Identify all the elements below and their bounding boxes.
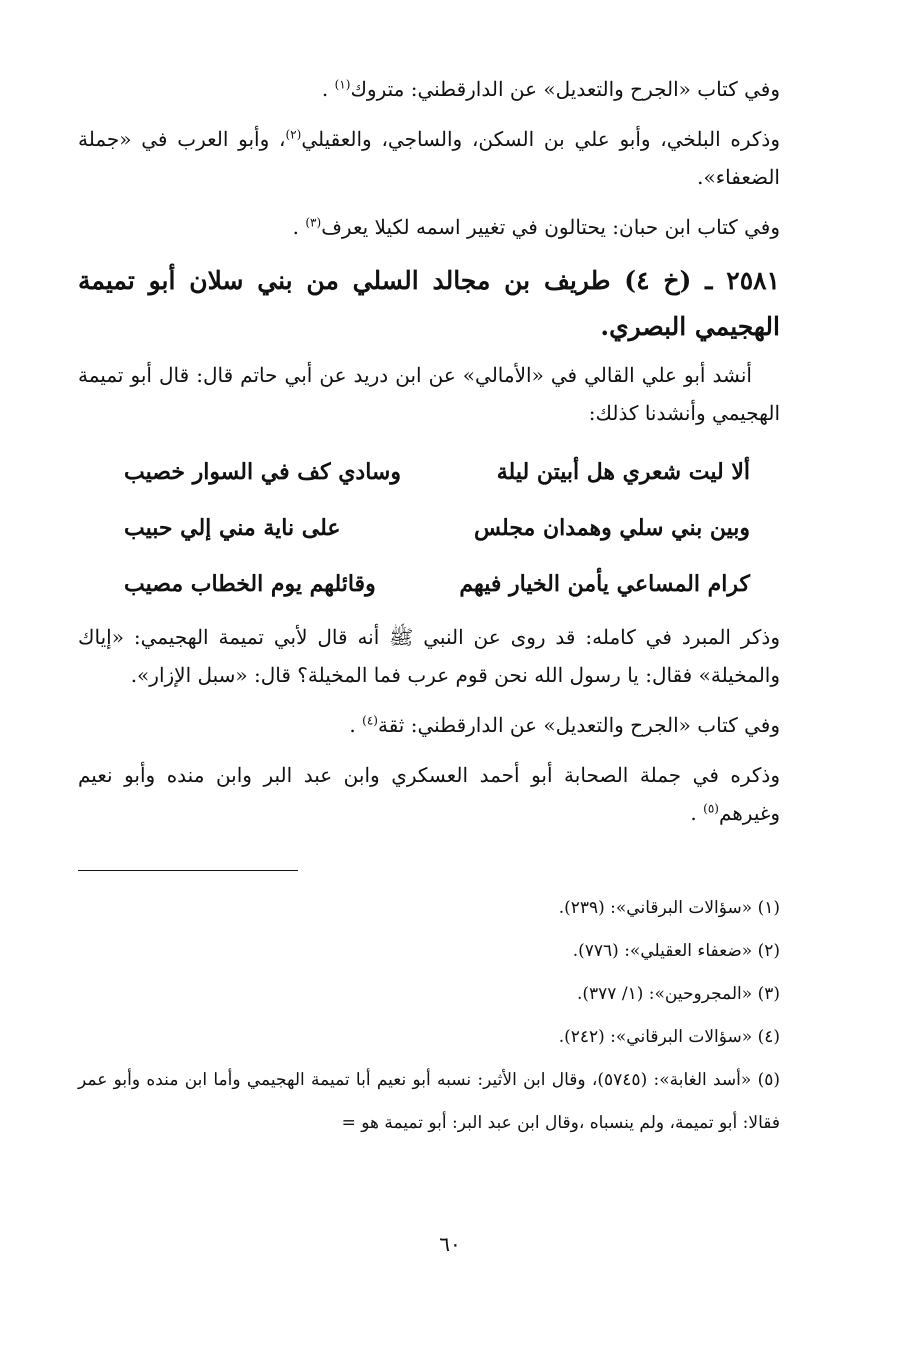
paragraph-1 — [78, 70, 780, 108]
footnote-4: (٤) «سؤالات البرقاني»: (٢٤٢). — [558, 1027, 780, 1047]
footnote-ref-1[interactable]: (١) — [334, 77, 351, 92]
footnote-3: (٣) «المجروحين»: (١/ ٣٧٧). — [577, 984, 780, 1004]
poem-verse — [78, 500, 780, 556]
paragraph-text: وذكره البلخي، وأبو علي بن السكن، والساجي، والعقيلي — [301, 127, 780, 151]
paragraph-6 — [78, 706, 780, 744]
paragraph-4: أنشد أبو علي القالي في «الأمالي» عن ابن دريد عن أبي حاتم قال: قال أبو تميمة الهجيمي وأنشدنا كذلك: — [78, 363, 780, 425]
footnote-1: (١) «سؤالات البرقاني»: (٢٣٩). — [558, 898, 780, 918]
poem-verse — [78, 444, 780, 500]
paragraph-text: . — [321, 77, 335, 101]
footnote-ref-4[interactable]: (٤) — [362, 713, 378, 728]
verse-second-hemistich: وقائلهم يوم الخطاب مصيب — [124, 571, 376, 597]
footnote-ref-2[interactable]: (٢) — [285, 127, 302, 142]
footnote-ref-5[interactable]: (٥) — [703, 801, 719, 816]
paragraph-text: وفي كتاب ابن حبان: يحتالون في تغيير اسمه لكيلا يعرف — [321, 215, 780, 239]
verse-first-hemistich: وبين بني سلي وهمدان مجلس — [474, 515, 750, 541]
paragraph-text: وذكره في جملة الصحابة أبو أحمد العسكري وابن عبد البر وابن منده وأبو نعيم وغيرهم — [78, 763, 780, 825]
paragraph-5: وذكر المبرد في كامله: قد روى عن النبي ﷺ أنه قال لأبي تميمة الهجيمي: «إياك والمخيلة» فقال: يا رسول الله نحن قوم عرب فما المخيلة؟ قال: «سبل الإزار». — [78, 625, 780, 687]
footnote-2: (٢) «ضعفاء العقيلي»: (٧٧٦). — [572, 941, 780, 961]
footnote-5: (٥) «أسد الغابة»: (٥٧٤٥)، وقال ابن الأثير: نسبه أبو نعيم أبا تميمة الهجيمي وأما ابن منده وأبو عمر فقالا: أبو تميمة، ولم ينسباه ،وقال ابن عبد البر: أبو تميمة هو = — [78, 1070, 780, 1133]
poem — [78, 444, 780, 612]
verse-second-hemistich: على ناية مني إلي حبيب — [124, 515, 341, 541]
paragraph-text: ، وأبو العرب في «جملة الضعفاء». — [78, 127, 780, 189]
footnote-ref-3[interactable]: (٣) — [305, 215, 322, 230]
paragraph-text: وفي كتاب «الجرح والتعديل» عن الدارقطني: ثقة — [377, 713, 780, 737]
verse-second-hemistich: وسادي كف في السوار خصيب — [124, 459, 401, 485]
entry-heading: ٢٥٨١ ـ (خ ٤) طريف بن مجالد السلي من بني سلان أبو تميمة الهجيمي البصري. — [78, 266, 780, 341]
paragraph-2 — [78, 120, 780, 196]
paragraph-text: وفي كتاب «الجرح والتعديل» عن الدارقطني: متروك — [350, 77, 780, 101]
paragraph-text: . — [349, 713, 363, 737]
poem-verse — [78, 556, 780, 612]
paragraph-text: . — [690, 801, 704, 825]
footnote-separator — [78, 870, 298, 871]
footnotes — [78, 887, 780, 1145]
paragraph-text: . — [292, 215, 306, 239]
verse-first-hemistich: ألا ليت شعري هل أبيتن ليلة — [496, 459, 750, 485]
verse-first-hemistich: كرام المساعي يأمن الخيار فيهم — [459, 571, 750, 597]
paragraph-7 — [78, 756, 780, 832]
footnote-separator-wrap — [78, 844, 780, 887]
paragraph-3 — [78, 208, 780, 246]
page-body — [78, 70, 780, 1145]
page-number: ٦٠ — [439, 1232, 461, 1256]
